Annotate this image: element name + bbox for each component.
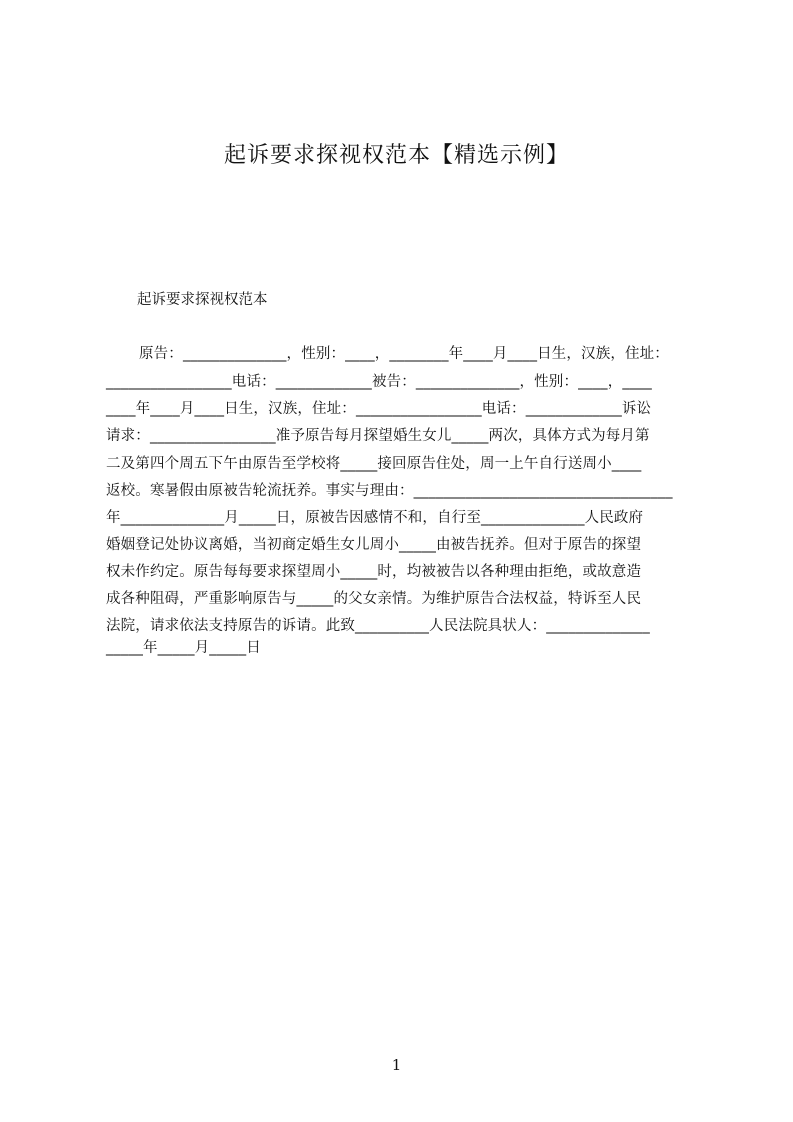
page-number: 1	[391, 1056, 402, 1074]
body-line: 权未作约定。原告每每要求探望周小_____时，均被被告以各种理由拒绝，或故意造	[106, 564, 642, 580]
body-line: 成各种阻碍，严重影响原告与_____的父女亲情。为维护原告合法权益，特诉至人民	[106, 591, 642, 607]
document-subtitle: 起诉要求探视权范本	[137, 292, 268, 308]
body-line: 返校。寒暑假由原被告轮流抚养。事实与理由：___________________________________	[106, 483, 673, 499]
body-line: 婚姻登记处协议离婚，当初商定婚生女儿周小_____由被告抚养。但对于原告的探望	[106, 537, 642, 553]
body-line: 原告：______________，性别：____，________年____月____日生，汉族，住址：	[139, 346, 669, 362]
body-line: _____年_____月_____日	[106, 640, 261, 656]
body-line: 二及第四个周五下午由原告至学校将_____接回原告住处，周一上午自行送周小____	[106, 456, 642, 472]
document-title: 起诉要求探视权范本【精选示例】	[223, 143, 569, 168]
body-line: 法院，请求依法支持原告的诉请。此致__________人民法院具状人：______________	[106, 618, 650, 634]
body-line: ____年____月____日生，汉族，住址：_________________电话：_____________诉讼	[106, 401, 652, 417]
body-line: 年______________月_____日，原被告因感情不和，自行至______________人民政府	[106, 510, 644, 526]
body-line: 请求：_________________准予原告每月探望婚生女儿_____两次，具体方式为每月第	[106, 428, 650, 444]
body-line: _________________电话：_____________被告：______________，性别：____，____	[106, 374, 652, 390]
